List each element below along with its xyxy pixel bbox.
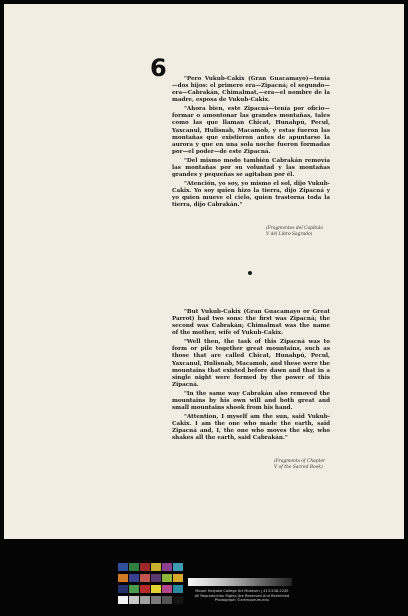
spanish-citation [266, 226, 323, 238]
english-citation [274, 459, 325, 471]
spanish-text-block [172, 76, 330, 212]
spanish-citation-line: V del Libro Sagrado) [266, 232, 313, 237]
color-patch [118, 574, 128, 582]
museum-credit-line: Photograph ©artmuseum.edu [214, 598, 270, 603]
spanish-citation-line: (Fragmentos del Capítulo [266, 226, 323, 231]
color-patch [162, 596, 172, 604]
english-paragraph: "Attention, I myself am the sun, said Vukub-Cakix. I am the one who made the earth, said Zipacná and, I, the one who moves the sky, who shakes all the earth, said Cabrakán." [172, 414, 330, 442]
color-patch [140, 574, 150, 582]
color-patch [162, 585, 172, 593]
color-patch [173, 563, 183, 571]
spanish-paragraph: "Del mismo modo también Cabrakán removía las montañas por su voluntad y las montañas grandes y pequeñas se agitaban por él. [172, 157, 330, 178]
color-patch [129, 585, 139, 593]
english-citation-line: (Fragments of Chapter [274, 459, 326, 464]
color-patch [129, 596, 139, 604]
spanish-paragraph: "Ahora bien, este Zipacná—tenía por oficio—formar o amontonar las grandes montañas, tales como las que llaman Chicat, Hunahpú, Pecul, Yaxcanul, Hulisnab, Macamob, y estas fueron las montañas que existieron antes de apuntarse la aurora y que en una sola noche fueron formadas por—el poder—de este Zipacná. [172, 106, 330, 155]
color-patch [173, 596, 183, 604]
spanish-paragraph: "Atención, yo soy, yo mismo el sol, dijo Vukub-Cakix. Yo soy quien hizo la tierra, dijo Zipacná y yo quien mueve el cielo, quien trastorna toda la tierra, dijo Cabrakán." [172, 181, 330, 209]
english-paragraph: "Well then, the task of this Zipacná was to form or pile together great mountains, such as those that are called Chicat, Hunahpú, Pecul, Yaxcanul, Hulisnab, Macamob, and these were the mountains that existed before dawn and that in a single night were formed by the power of this Zipacná. [172, 339, 330, 388]
color-patch [173, 585, 183, 593]
spanish-paragraph: "Pero Vukub-Cakix (Gran Guacamayo)—tenía—dos hijos: el primero era—Zipacná; el segundo—era—Cabrakán, Chimalmat,—era—el nombre de la madre, esposa de Vukub-Cakix. [172, 76, 330, 104]
grayscale-bar [188, 578, 292, 586]
color-patch [151, 596, 161, 604]
museum-credit-line: All Reproduction Rights Are Reserved And Restricted [194, 593, 290, 598]
color-patch [118, 585, 128, 593]
color-calibration-target [118, 563, 294, 609]
center-bullet [248, 271, 252, 275]
color-patch [151, 585, 161, 593]
color-patch [162, 574, 172, 582]
color-patch [151, 563, 161, 571]
color-patch [151, 574, 161, 582]
museum-credit [188, 589, 296, 603]
color-patch [162, 563, 172, 571]
color-patch [140, 585, 150, 593]
english-paragraph: "In the same way Cabrakán also removed the mountains by his own will and both great and small mountains shook from his hand. [172, 390, 330, 411]
color-patch [118, 563, 128, 571]
color-patch [118, 596, 128, 604]
english-text-block [172, 309, 330, 445]
english-citation-line: V of the Sacred Book) [274, 465, 323, 470]
document-page [4, 4, 404, 539]
page-number: 6 [150, 54, 167, 82]
color-patch [129, 563, 139, 571]
museum-credit-line: Mount Holyoke College Art Museum | 413-538-2245 [195, 589, 289, 593]
color-patch [140, 563, 150, 571]
color-patch [129, 574, 139, 582]
color-patch [173, 574, 183, 582]
color-patch [140, 596, 150, 604]
english-paragraph: "But Vukub-Cakix (Gran Guacamayo or Great Parrot) had two sons: the first was Zipacná; the second was Cabrakán; Chimalmat was the name of the mother, wife of Vukub-Cakix. [172, 309, 330, 337]
